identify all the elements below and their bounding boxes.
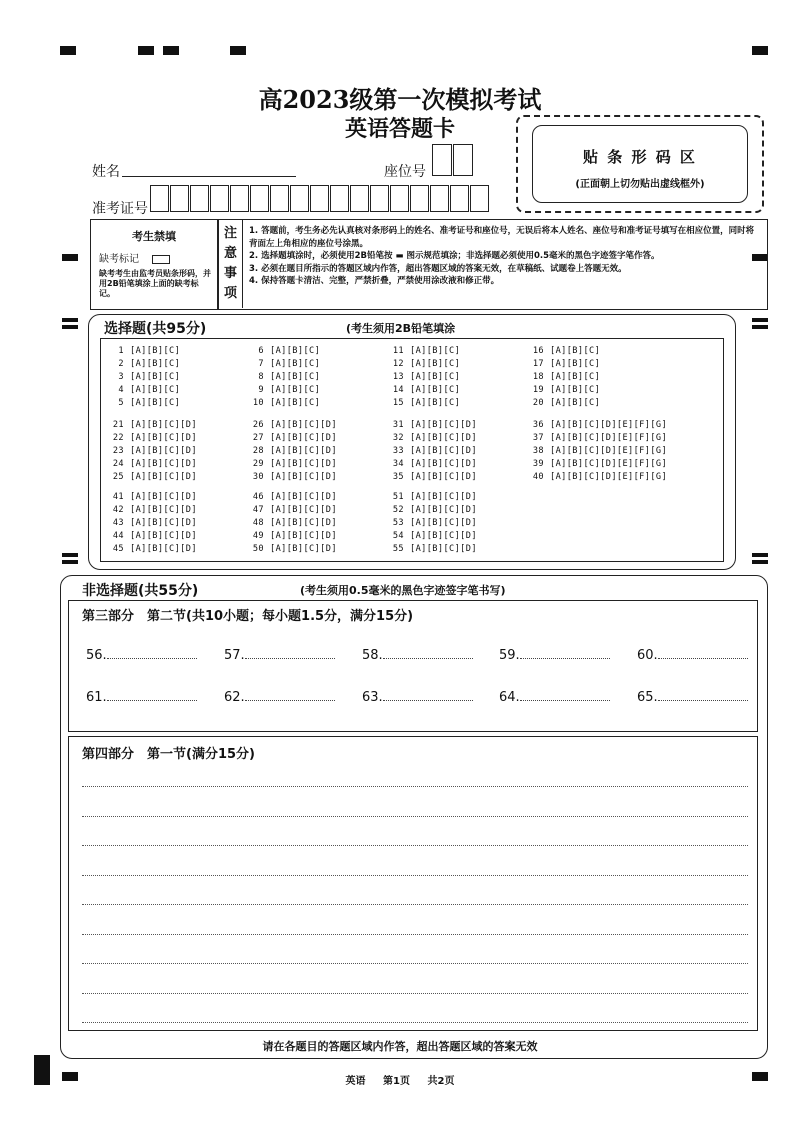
timing-mark bbox=[138, 46, 154, 55]
notice-title-char: 意 bbox=[223, 246, 237, 261]
seat-digit-box[interactable] bbox=[453, 144, 473, 176]
seat-number-boxes[interactable] bbox=[432, 144, 474, 176]
answer-options[interactable]: [A][B][C] bbox=[270, 385, 321, 395]
notice-item: 4. 保持答题卡清洁、完整，严禁折叠，严禁使用涂改液和修正带。 bbox=[249, 276, 500, 286]
choice-question-row[interactable] bbox=[390, 505, 477, 515]
choice-question-row[interactable] bbox=[390, 472, 477, 482]
blank-number: 60. bbox=[637, 648, 658, 663]
question-number: 16 bbox=[532, 346, 544, 356]
question-number: 52 bbox=[392, 505, 404, 515]
choice-question-row[interactable] bbox=[110, 544, 197, 554]
question-number: 42 bbox=[112, 505, 124, 515]
writing-line[interactable] bbox=[82, 786, 748, 787]
question-number: 12 bbox=[392, 359, 404, 369]
answer-options[interactable]: [A][B][C] bbox=[410, 398, 461, 408]
answer-options[interactable]: [A][B][C][D] bbox=[270, 505, 337, 515]
answer-options[interactable]: [A][B][C][D] bbox=[130, 459, 197, 469]
answer-options[interactable]: [A][B][C][D] bbox=[130, 472, 197, 482]
blank-item[interactable] bbox=[86, 648, 197, 663]
absent-mark-box[interactable] bbox=[152, 255, 170, 264]
part4-title: 第四部分 第一节(满分15分) bbox=[82, 747, 255, 762]
exam-id-digit[interactable] bbox=[370, 185, 389, 212]
timing-mark bbox=[752, 318, 768, 322]
question-number: 46 bbox=[252, 492, 264, 502]
part4-box bbox=[68, 736, 758, 1031]
barcode-title: 贴 条 形 码 区 bbox=[583, 148, 697, 166]
question-number: 38 bbox=[532, 446, 544, 456]
question-number: 15 bbox=[392, 398, 404, 408]
answer-options[interactable]: [A][B][C] bbox=[270, 346, 321, 356]
choice-question-row[interactable] bbox=[110, 505, 197, 515]
blank-line[interactable] bbox=[245, 658, 335, 659]
answer-options[interactable]: [A][B][C][D] bbox=[270, 472, 337, 482]
choice-question-row[interactable] bbox=[390, 433, 477, 443]
choice-question-row[interactable] bbox=[390, 359, 460, 369]
choice-question-row[interactable] bbox=[250, 492, 337, 502]
question-number: 50 bbox=[252, 544, 264, 554]
seat-label: 座位号 bbox=[384, 164, 426, 180]
timing-mark bbox=[752, 553, 768, 557]
exam-id-digit[interactable] bbox=[250, 185, 269, 212]
blank-item[interactable] bbox=[86, 690, 197, 705]
question-number: 48 bbox=[252, 518, 264, 528]
choice-question-row[interactable] bbox=[390, 459, 477, 469]
exam-id-digit[interactable] bbox=[170, 185, 189, 212]
timing-mark bbox=[752, 560, 768, 564]
absent-label: 缺考标记 bbox=[99, 254, 139, 265]
question-number: 49 bbox=[252, 531, 264, 541]
question-number: 5 bbox=[118, 398, 124, 408]
choice-question-row[interactable] bbox=[390, 420, 477, 430]
exam-id-digit[interactable] bbox=[410, 185, 429, 212]
choice-question-row[interactable] bbox=[250, 472, 337, 482]
choice-question-row[interactable] bbox=[110, 372, 180, 382]
blank-number: 56. bbox=[86, 648, 107, 663]
question-number: 8 bbox=[258, 372, 264, 382]
choice-question-row[interactable] bbox=[530, 346, 600, 356]
blank-line[interactable] bbox=[520, 700, 610, 701]
blank-line[interactable] bbox=[383, 658, 473, 659]
answer-options[interactable]: [A][B][C][D] bbox=[270, 446, 337, 456]
choice-question-row[interactable] bbox=[250, 398, 320, 408]
choice-question-row[interactable] bbox=[250, 372, 320, 382]
question-number: 34 bbox=[392, 459, 404, 469]
timing-mark bbox=[163, 46, 179, 55]
question-number: 7 bbox=[258, 359, 264, 369]
blank-number: 64. bbox=[499, 690, 520, 705]
exam-id-digit[interactable] bbox=[310, 185, 329, 212]
choice-question-row[interactable] bbox=[390, 372, 460, 382]
answer-options[interactable]: [A][B][C][D] bbox=[410, 446, 477, 456]
barcode-note: (正面朝上切勿贴出虚线框外) bbox=[575, 179, 705, 190]
footer-total: 共2页 bbox=[427, 1076, 455, 1087]
blank-number: 65. bbox=[637, 690, 658, 705]
choice-question-row[interactable] bbox=[530, 433, 667, 443]
answer-options[interactable]: [A][B][C] bbox=[130, 346, 181, 356]
footer-warning: 请在各题目的答题区域内作答，超出答题区域的答案无效 bbox=[262, 1040, 538, 1053]
choice-question-row[interactable] bbox=[530, 359, 600, 369]
question-number: 40 bbox=[532, 472, 544, 482]
question-number: 9 bbox=[258, 385, 264, 395]
timing-mark bbox=[752, 325, 768, 329]
answer-options[interactable]: [A][B][C][D] bbox=[130, 518, 197, 528]
notice-item: 3. 必须在题目所指示的答题区域内作答，超出答题区域的答案无效，在草稿纸、试题卷上答题无效。 bbox=[249, 263, 627, 274]
answer-options[interactable]: [A][B][C][D] bbox=[270, 531, 337, 541]
writing-line[interactable] bbox=[82, 845, 748, 846]
answer-options[interactable]: [A][B][C][D] bbox=[410, 531, 477, 541]
name-label: 姓名 bbox=[92, 164, 120, 180]
blank-item[interactable] bbox=[224, 648, 335, 663]
question-number: 25 bbox=[112, 472, 124, 482]
timing-mark bbox=[230, 46, 246, 55]
answer-options[interactable]: [A][B][C][D] bbox=[410, 492, 477, 502]
absent-row bbox=[99, 250, 217, 265]
answer-options[interactable]: [A][B][C][D] bbox=[410, 420, 477, 430]
question-number: 31 bbox=[392, 420, 404, 430]
blank-line[interactable] bbox=[107, 700, 197, 701]
blank-number: 59. bbox=[499, 648, 520, 663]
answer-options[interactable]: [A][B][C] bbox=[130, 385, 181, 395]
answer-options[interactable]: [A][B][C] bbox=[270, 372, 321, 382]
choice-question-row[interactable] bbox=[110, 359, 180, 369]
question-number: 43 bbox=[112, 518, 124, 528]
notice-title bbox=[219, 220, 243, 308]
answer-options[interactable]: [A][B][C][D][E][F][G] bbox=[550, 433, 668, 443]
choice-question-row[interactable] bbox=[390, 398, 460, 408]
choice-question-row[interactable] bbox=[250, 505, 337, 515]
answer-options[interactable]: [A][B][C] bbox=[130, 398, 181, 408]
choice-question-row[interactable] bbox=[530, 472, 667, 482]
blank-item[interactable] bbox=[637, 690, 748, 705]
blank-number: 61. bbox=[86, 690, 107, 705]
answer-options[interactable]: [A][B][C] bbox=[130, 372, 181, 382]
seat-digit-box[interactable] bbox=[432, 144, 452, 176]
nonchoice-title: 非选择题(共55分) bbox=[82, 583, 199, 599]
footer-page: 第1页 bbox=[383, 1076, 410, 1087]
exam-id-digit[interactable] bbox=[210, 185, 229, 212]
question-number: 21 bbox=[112, 420, 124, 430]
answer-options[interactable]: [A][B][C] bbox=[130, 359, 181, 369]
exam-id-digit[interactable] bbox=[330, 185, 349, 212]
timing-mark bbox=[62, 325, 78, 329]
choice-question-row[interactable] bbox=[530, 385, 600, 395]
question-number: 1 bbox=[118, 346, 124, 356]
forbidden-box bbox=[90, 219, 218, 310]
exam-id-boxes[interactable] bbox=[150, 185, 490, 212]
question-number: 37 bbox=[532, 433, 544, 443]
question-number: 13 bbox=[392, 372, 404, 382]
blank-number: 57. bbox=[224, 648, 245, 663]
choice-question-row[interactable] bbox=[110, 433, 197, 443]
question-number: 54 bbox=[392, 531, 404, 541]
timing-mark bbox=[62, 254, 78, 261]
answer-options[interactable]: [A][B][C][D] bbox=[130, 433, 197, 443]
question-number: 22 bbox=[112, 433, 124, 443]
question-number: 47 bbox=[252, 505, 264, 515]
choice-question-row[interactable] bbox=[250, 385, 320, 395]
choice-title: 选择题(共95分) bbox=[104, 321, 207, 337]
choice-question-row[interactable] bbox=[110, 385, 180, 395]
blank-number: 58. bbox=[362, 648, 383, 663]
blank-item[interactable] bbox=[499, 690, 610, 705]
blank-line[interactable] bbox=[520, 658, 610, 659]
nonchoice-instruction: (考生须用0.5毫米的黑色字迹签字笔书写) bbox=[300, 584, 506, 597]
question-number: 36 bbox=[532, 420, 544, 430]
choice-question-row[interactable] bbox=[530, 420, 667, 430]
footer-subject: 英语 bbox=[345, 1076, 366, 1087]
blank-line[interactable] bbox=[658, 658, 748, 659]
blank-item[interactable] bbox=[499, 648, 610, 663]
exam-id-digit[interactable] bbox=[350, 185, 369, 212]
question-number: 11 bbox=[392, 346, 404, 356]
notice-title-char: 项 bbox=[223, 286, 237, 301]
question-number: 20 bbox=[532, 398, 544, 408]
question-number: 32 bbox=[392, 433, 404, 443]
question-number: 17 bbox=[532, 359, 544, 369]
choice-question-row[interactable] bbox=[390, 385, 460, 395]
notice-box bbox=[218, 219, 768, 310]
choice-question-row[interactable] bbox=[110, 492, 197, 502]
exam-id-digit[interactable] bbox=[430, 185, 449, 212]
blank-line[interactable] bbox=[658, 700, 748, 701]
choice-question-row[interactable] bbox=[530, 459, 667, 469]
timing-mark bbox=[62, 553, 78, 557]
answer-options[interactable]: [A][B][C][D] bbox=[410, 472, 477, 482]
question-number: 10 bbox=[252, 398, 264, 408]
answer-options[interactable]: [A][B][C][D] bbox=[130, 492, 197, 502]
blank-line[interactable] bbox=[245, 700, 335, 701]
timing-mark bbox=[62, 560, 78, 564]
question-number: 6 bbox=[258, 346, 264, 356]
forbidden-note: 缺考考生由监考员贴条形码，并用2B铅笔填涂上面的缺考标记。 bbox=[99, 269, 211, 298]
choice-question-row[interactable] bbox=[250, 420, 337, 430]
exam-id-digit[interactable] bbox=[270, 185, 289, 212]
choice-question-row[interactable] bbox=[390, 518, 477, 528]
question-number: 14 bbox=[392, 385, 404, 395]
question-number: 51 bbox=[392, 492, 404, 502]
question-number: 23 bbox=[112, 446, 124, 456]
answer-options[interactable]: [A][B][C][D] bbox=[410, 459, 477, 469]
answer-options[interactable]: [A][B][C][D] bbox=[410, 544, 477, 554]
choice-question-row[interactable] bbox=[110, 518, 197, 528]
answer-options[interactable]: [A][B][C] bbox=[550, 398, 601, 408]
answer-options[interactable]: [A][B][C] bbox=[410, 372, 461, 382]
card-subtitle: 英语答题卡 bbox=[344, 116, 455, 142]
choice-question-row[interactable] bbox=[110, 459, 197, 469]
answer-options[interactable]: [A][B][C] bbox=[270, 398, 321, 408]
question-number: 44 bbox=[112, 531, 124, 541]
choice-question-row[interactable] bbox=[250, 518, 337, 528]
choice-question-row[interactable] bbox=[110, 472, 197, 482]
barcode-area bbox=[516, 115, 764, 213]
choice-question-row[interactable] bbox=[250, 359, 320, 369]
choice-question-row[interactable] bbox=[250, 446, 337, 456]
answer-options[interactable]: [A][B][C][D] bbox=[410, 505, 477, 515]
writing-line[interactable] bbox=[82, 1022, 748, 1023]
notice-item: 2. 选择题填涂时，必须使用2B铅笔按 ▬ 图示规范填涂；非选择题必须使用0.5毫米的黑色字迹签字笔作答。 bbox=[249, 251, 660, 261]
answer-options[interactable]: [A][B][C][D] bbox=[410, 433, 477, 443]
question-number: 39 bbox=[532, 459, 544, 469]
question-number: 19 bbox=[532, 385, 544, 395]
question-number: 28 bbox=[252, 446, 264, 456]
answer-options[interactable]: [A][B][C] bbox=[410, 359, 461, 369]
choice-question-row[interactable] bbox=[530, 372, 600, 382]
question-number: 30 bbox=[252, 472, 264, 482]
answer-options[interactable]: [A][B][C][D] bbox=[270, 420, 337, 430]
choice-question-row[interactable] bbox=[250, 346, 320, 356]
writing-line[interactable] bbox=[82, 963, 748, 964]
question-number: 26 bbox=[252, 420, 264, 430]
exam-id-digit[interactable] bbox=[470, 185, 489, 212]
answer-options[interactable]: [A][B][C][D] bbox=[270, 544, 337, 554]
answer-options[interactable]: [A][B][C][D][E][F][G] bbox=[550, 459, 668, 469]
blank-line[interactable] bbox=[383, 700, 473, 701]
answer-options[interactable]: [A][B][C] bbox=[410, 346, 461, 356]
notice-list bbox=[249, 225, 759, 288]
answer-options[interactable]: [A][B][C][D] bbox=[270, 518, 337, 528]
answer-options[interactable]: [A][B][C][D] bbox=[270, 433, 337, 443]
answer-options[interactable]: [A][B][C] bbox=[410, 385, 461, 395]
choice-question-row[interactable] bbox=[110, 398, 180, 408]
question-number: 33 bbox=[392, 446, 404, 456]
exam-title: 高2023级第一次模拟考试 bbox=[258, 85, 542, 114]
blank-item[interactable] bbox=[362, 690, 473, 705]
exam-id-digit[interactable] bbox=[230, 185, 249, 212]
answer-options[interactable]: [A][B][C] bbox=[550, 372, 601, 382]
blank-item[interactable] bbox=[362, 648, 473, 663]
answer-options[interactable]: [A][B][C][D][E][F][G] bbox=[550, 446, 668, 456]
question-number: 45 bbox=[112, 544, 124, 554]
choice-question-row[interactable] bbox=[250, 433, 337, 443]
choice-question-row[interactable] bbox=[110, 531, 197, 541]
writing-line[interactable] bbox=[82, 934, 748, 935]
question-number: 3 bbox=[118, 372, 124, 382]
question-number: 18 bbox=[532, 372, 544, 382]
exam-id-digit[interactable] bbox=[150, 185, 169, 212]
choice-instruction: (考生须用2B铅笔填涂 bbox=[346, 322, 456, 335]
blank-number: 63. bbox=[362, 690, 383, 705]
answer-options[interactable]: [A][B][C][D][E][F][G] bbox=[550, 420, 668, 430]
blank-number: 62. bbox=[224, 690, 245, 705]
choice-question-row[interactable] bbox=[390, 531, 477, 541]
choice-question-row[interactable] bbox=[250, 544, 337, 554]
writing-line[interactable] bbox=[82, 993, 748, 994]
writing-line[interactable] bbox=[82, 904, 748, 905]
answer-options[interactable]: [A][B][C] bbox=[550, 346, 601, 356]
exam-id-digit[interactable] bbox=[450, 185, 469, 212]
forbidden-title: 考生禁填 bbox=[132, 230, 176, 243]
blank-line[interactable] bbox=[107, 658, 197, 659]
choice-question-row[interactable] bbox=[250, 531, 337, 541]
choice-question-row[interactable] bbox=[530, 398, 600, 408]
timing-mark bbox=[60, 46, 76, 55]
exam-id-label: 准考证号 bbox=[92, 201, 148, 217]
exam-id-digit[interactable] bbox=[390, 185, 409, 212]
choice-question-row[interactable] bbox=[110, 420, 197, 430]
answer-options[interactable]: [A][B][C][D] bbox=[130, 505, 197, 515]
writing-line[interactable] bbox=[82, 816, 748, 817]
answer-options[interactable]: [A][B][C][D][E][F][G] bbox=[550, 472, 668, 482]
name-line[interactable] bbox=[122, 176, 296, 177]
exam-id-digit[interactable] bbox=[190, 185, 209, 212]
choice-question-row[interactable] bbox=[530, 446, 667, 456]
choice-question-row[interactable] bbox=[390, 446, 477, 456]
choice-question-row[interactable] bbox=[110, 446, 197, 456]
answer-options[interactable]: [A][B][C][D] bbox=[130, 420, 197, 430]
part3-title: 第三部分 第二节(共10小题；每小题1.5分，满分15分) bbox=[82, 609, 414, 624]
choice-question-row[interactable] bbox=[110, 346, 180, 356]
answer-options[interactable]: [A][B][C][D] bbox=[130, 544, 197, 554]
choice-question-row[interactable] bbox=[250, 459, 337, 469]
answer-options[interactable]: [A][B][C][D] bbox=[130, 531, 197, 541]
question-number: 41 bbox=[112, 492, 124, 502]
question-number: 29 bbox=[252, 459, 264, 469]
choice-question-row[interactable] bbox=[390, 544, 477, 554]
answer-options[interactable]: [A][B][C][D] bbox=[270, 492, 337, 502]
question-number: 4 bbox=[118, 385, 124, 395]
timing-mark bbox=[62, 318, 78, 322]
answer-options[interactable]: [A][B][C][D] bbox=[270, 459, 337, 469]
answer-options[interactable]: [A][B][C] bbox=[550, 385, 601, 395]
notice-title-char: 事 bbox=[223, 266, 237, 281]
choice-question-row[interactable] bbox=[390, 346, 460, 356]
choice-question-row[interactable] bbox=[390, 492, 477, 502]
question-number: 55 bbox=[392, 544, 404, 554]
answer-options[interactable]: [A][B][C][D] bbox=[410, 518, 477, 528]
answer-options[interactable]: [A][B][C] bbox=[270, 359, 321, 369]
question-number: 27 bbox=[252, 433, 264, 443]
blank-item[interactable] bbox=[224, 690, 335, 705]
question-number: 24 bbox=[112, 459, 124, 469]
blank-item[interactable] bbox=[637, 648, 748, 663]
page-footer bbox=[0, 1072, 800, 1087]
answer-options[interactable]: [A][B][C] bbox=[550, 359, 601, 369]
question-number: 53 bbox=[392, 518, 404, 528]
answer-options[interactable]: [A][B][C][D] bbox=[130, 446, 197, 456]
writing-line[interactable] bbox=[82, 875, 748, 876]
notice-item: 1. 答题前，考生务必先认真核对条形码上的姓名、准考证号和座位号，无误后将本人姓名、座位号和准考证号填写在相应位置，同时将背面左上角相应的座位号涂黑。 bbox=[249, 226, 755, 249]
timing-mark bbox=[752, 46, 768, 55]
question-number: 2 bbox=[118, 359, 124, 369]
notice-title-char: 注 bbox=[223, 226, 237, 241]
question-number: 35 bbox=[392, 472, 404, 482]
exam-id-digit[interactable] bbox=[290, 185, 309, 212]
